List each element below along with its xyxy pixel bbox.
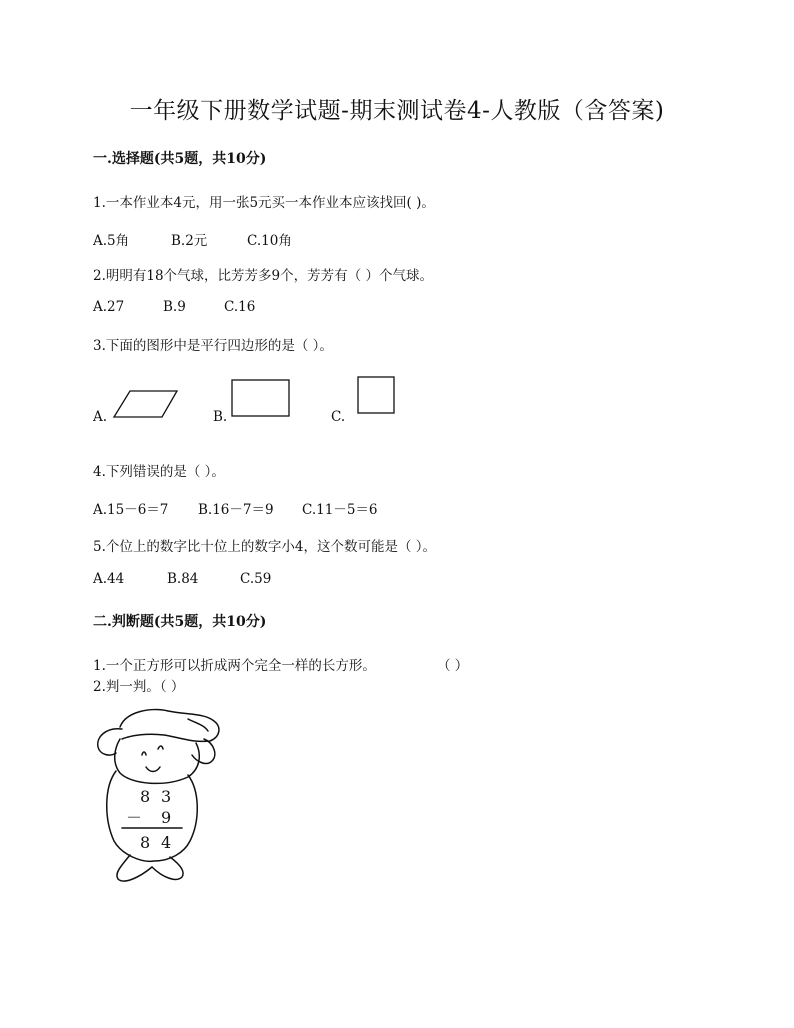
section-heading-choice: 一.选择题(共5题，共10分)	[93, 151, 267, 167]
section-heading-true-false: 二.判断题(共5题，共10分)	[93, 614, 267, 630]
q5-option-c: C.59	[240, 571, 272, 587]
q2-option-a: A.27	[93, 299, 125, 315]
question-3-text: 3.下面的图形中是平行四边形的是（ ）。	[93, 338, 333, 354]
question-2-text: 2.明明有18个气球，比芳芳多9个，芳芳有（ ）个气球。	[93, 268, 433, 284]
q3-option-a: A.	[93, 409, 108, 425]
question-1-text: 1.一本作业本4元，用一张5元买一本作业本应该找回( )。	[93, 195, 435, 211]
parallelogram-shape	[110, 385, 180, 421]
figure-digit-ones-3: 4	[161, 833, 172, 852]
q2-option-c: C.16	[224, 299, 256, 315]
figure-digit-tens-3: 8	[140, 833, 151, 852]
tf-question-1-text: 1.一个正方形可以折成两个完全一样的长方形。	[93, 658, 376, 674]
q3-option-c: C.	[331, 409, 346, 425]
figure-digit-tens-1: 8	[140, 787, 151, 806]
q4-option-b: B.16－7＝9	[198, 502, 274, 518]
q3-option-b: B.	[213, 409, 228, 425]
rectangle-shape	[230, 378, 292, 420]
question-4-text: 4.下列错误的是（ ）。	[93, 464, 225, 480]
q4-option-a: A.15－6＝7	[93, 502, 169, 518]
q5-option-a: A.44	[93, 571, 125, 587]
page-title: 一年级下册数学试题-期末测试卷4-人教版（含答案)	[129, 98, 665, 124]
question-5-text: 5.个位上的数字比十位上的数字小4，这个数可能是（ ）。	[93, 539, 437, 555]
figure-minus-sign: －	[126, 808, 143, 827]
square-shape	[356, 375, 398, 417]
figure-digit-ones-1: 3	[161, 787, 172, 806]
tf-question-1-blank: （ ）	[437, 658, 469, 674]
q1-option-c: C.10角	[247, 233, 292, 249]
q2-option-b: B.9	[163, 299, 186, 315]
q1-option-b: B.2元	[171, 233, 208, 249]
q5-option-b: B.84	[167, 571, 199, 587]
figure-digit-ones-2: 9	[161, 808, 172, 827]
q1-option-a: A.5角	[93, 233, 130, 249]
q4-option-c: C.11－5＝6	[302, 502, 378, 518]
tf-question-2-text: 2.判一判。（ ）	[93, 679, 185, 695]
cartoon-subtraction-figure	[92, 705, 232, 887]
